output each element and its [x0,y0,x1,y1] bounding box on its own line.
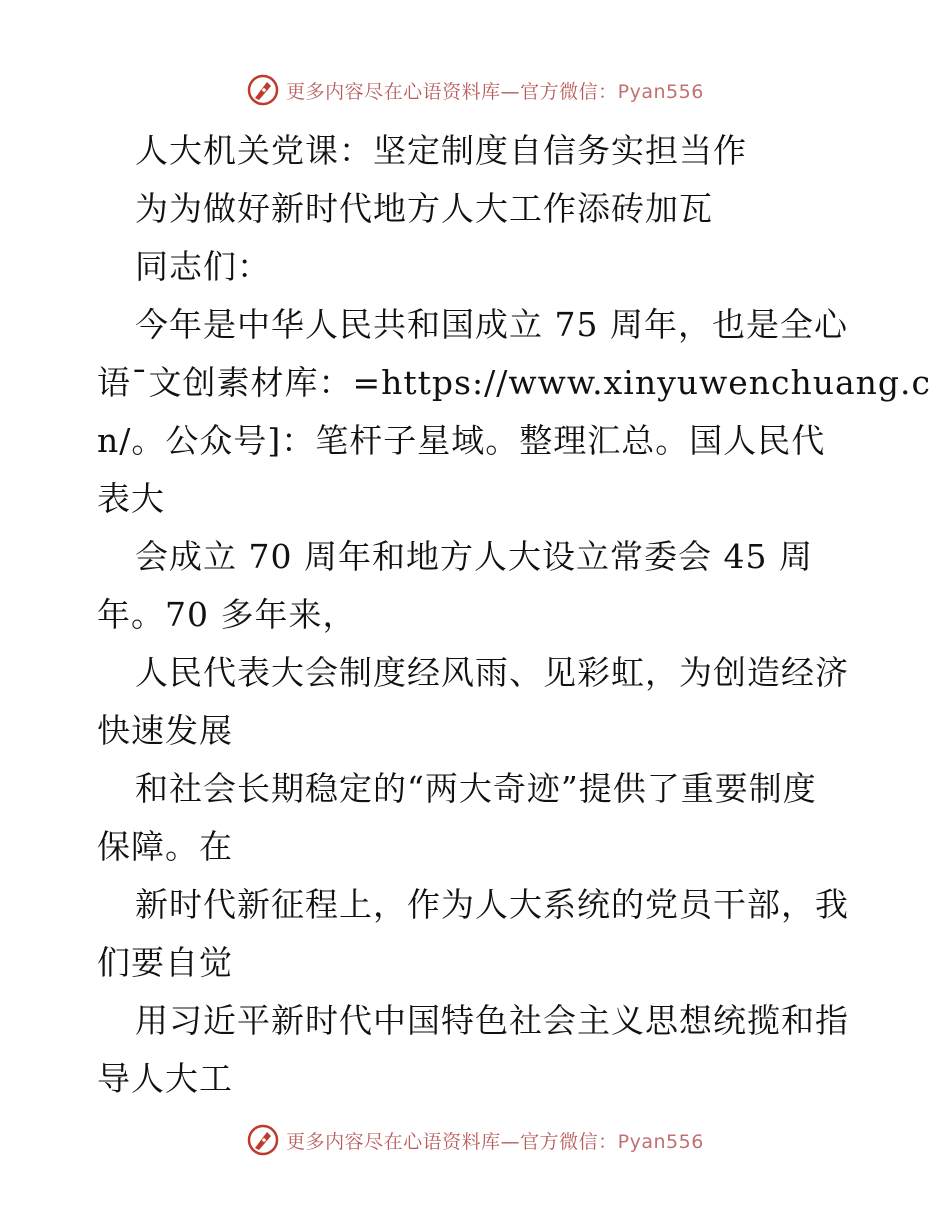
paragraph-line: 人民代表大会制度经风雨、见彩虹，为创造经济 [135,653,849,692]
title-line-1: 人大机关党课：坚定制度自信务实担当作 [135,131,747,170]
paragraph-line: 表大 [97,479,165,518]
watermark-banner-bottom [0,1120,950,1160]
pen-nib-logo-icon [246,73,280,107]
paragraph-line: 今年是中华人民共和国成立 75 周年，也是全心 [135,305,848,344]
paragraph-line: 用习近平新时代中国特色社会主义思想统揽和指 [135,1001,849,1040]
pen-nib-logo-icon [246,1123,280,1157]
document-body [97,122,932,1108]
paragraph-line: 保障。在 [97,827,233,866]
watermark-wechat-id: Pyan556 [617,1130,704,1153]
paragraph-line: 导人大工 [97,1059,233,1098]
paragraph-line: 新时代新征程上，作为人大系统的党员干部，我 [135,885,849,924]
watermark-banner-top [0,70,950,110]
watermark-text: 更多内容尽在心语资料库—官方微信：Pyan556 [286,1130,704,1153]
watermark-wechat-id: Pyan556 [617,80,704,103]
paragraph-line: 年。70 多年来， [97,595,357,634]
title-line-2: 为为做好新时代地方人大工作添砖加瓦 [135,189,713,228]
paragraph-line: 和社会长期稳定的“两大奇迹”提供了重要制度 [135,769,817,808]
paragraph-line: 语¯文创素材库：=https://www.xinyuwenchuang.c [97,363,932,402]
paragraph-line: 会成立 70 周年和地方人大设立常委会 45 周 [135,537,813,576]
paragraph-line: 快速发展 [97,711,233,750]
salutation: 同志们： [135,247,271,286]
paragraph-line: n/。公众号]：笔杆子星域。整理汇总。国人民代 [97,421,826,460]
paragraph-line: 们要自觉 [97,943,233,982]
watermark-text: 更多内容尽在心语资料库—官方微信：Pyan556 [286,80,704,103]
